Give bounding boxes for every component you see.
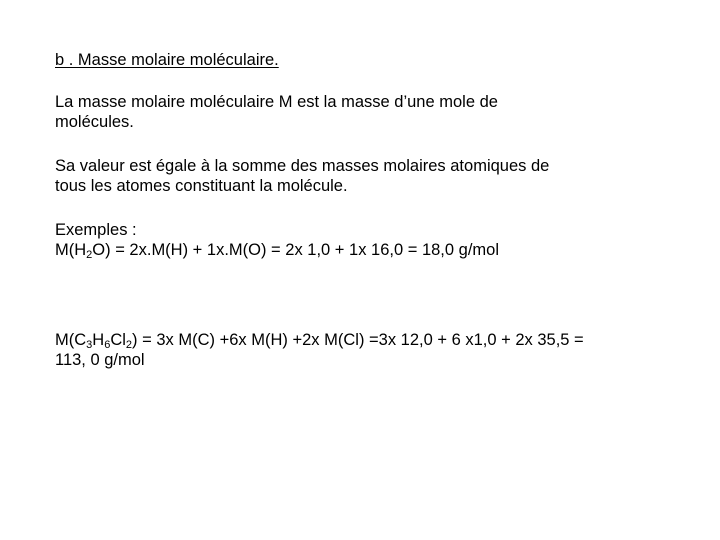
example-water-subscript: 2 (86, 249, 93, 261)
example-2-formula-suffix: ) (132, 331, 138, 349)
examples-label: Exemples : (55, 221, 137, 239)
section-heading: b . Masse molaire moléculaire. (55, 51, 279, 69)
rule-paragraph (55, 156, 665, 196)
example-water-formula-prefix: M(H (55, 241, 87, 259)
example-2-subscript-c: 3 (86, 339, 93, 351)
examples-block (55, 220, 665, 260)
example-2-formula-prefix: M(C (55, 331, 87, 349)
example-2-formula-cl: Cl (110, 331, 126, 349)
example-2-subscript-cl: 2 (125, 339, 133, 351)
example-2-formula-h: H (92, 331, 105, 349)
definition-line-2: molécules. (55, 113, 134, 131)
example-2-subscript-h: 6 (104, 339, 111, 351)
example-water (55, 240, 665, 260)
example-water-formula-suffix: O) (92, 241, 111, 259)
definition-paragraph (55, 92, 665, 132)
example-2-line-1 (55, 330, 665, 350)
example-2-result: 113, 0 g/mol (55, 351, 145, 369)
example-2-calculation: = 3x M(C) +6x M(H) +2x M(Cl) =3x 12,0 + 6 x1,0 + 2x 35,5 = (137, 331, 584, 349)
rule-line-2: tous les atomes constituant la molécule. (55, 177, 348, 195)
rule-line-1: Sa valeur est égale à la somme des masses molaires atomiques de (55, 157, 550, 175)
definition-line-1: La masse molaire moléculaire M est la masse d’une mole de (55, 93, 498, 111)
example-water-calculation: = 2x.M(H) + 1x.M(O) = 2x 1,0 + 1x 16,0 = 18,0 g/mol (110, 241, 500, 259)
example-dichloropropane (55, 330, 665, 370)
